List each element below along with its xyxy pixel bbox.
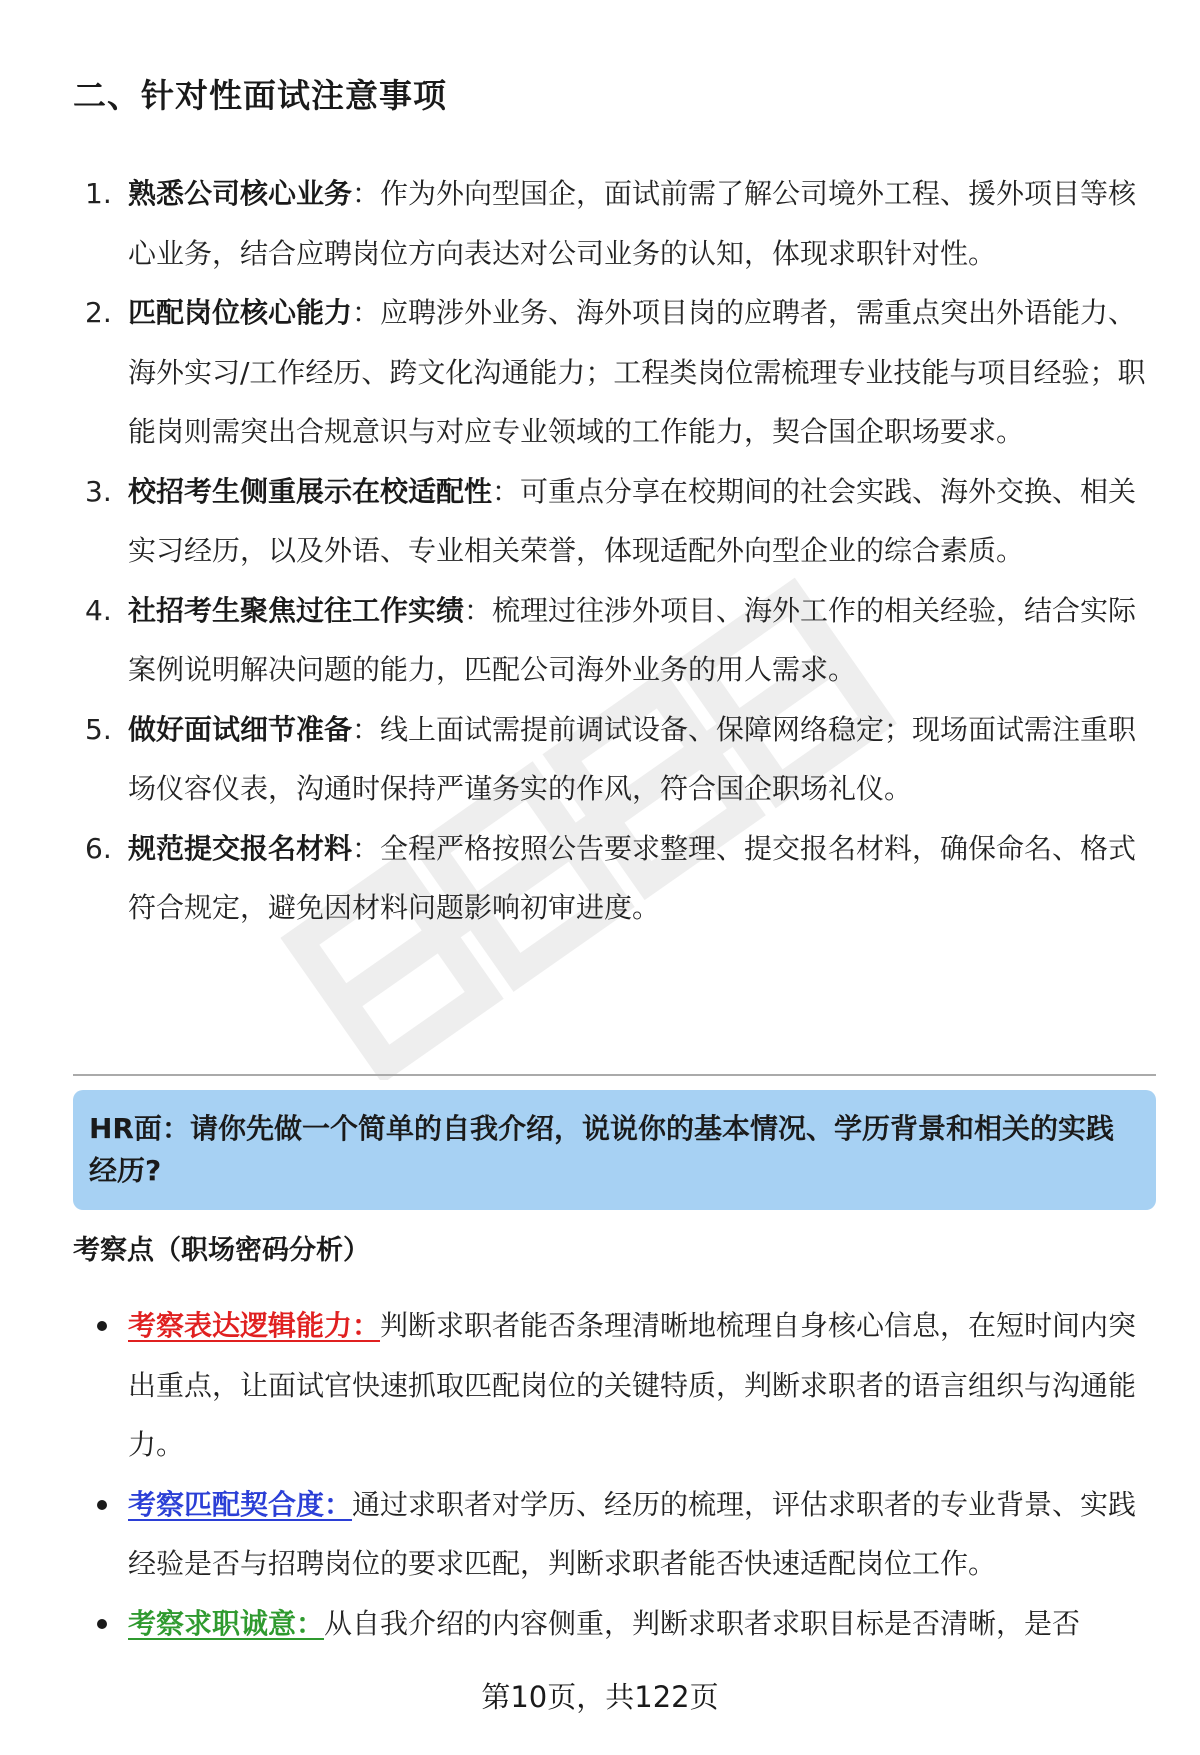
section-title: 二、针对性面试注意事项 — [73, 76, 447, 115]
bullet-item — [73, 1296, 1153, 1475]
list-item-number: 6. — [85, 831, 112, 865]
list-item — [73, 283, 1153, 462]
list-item-text: 作为外向型国企，面试前需了解公司境外工程、援外项目等核心业务，结合应聘岗位方向表达对公司业务的认知，体现求职针对性。 — [128, 177, 1137, 270]
list-item-separator: ： — [464, 593, 493, 627]
list-item-text: 线上面试需提前调试设备、保障网络稳定；现场面试需注重职场仪容仪表，沟通时保持严谨务实的作风，符合国企职场礼仪。 — [128, 712, 1137, 805]
list-item — [73, 164, 1153, 283]
bullet-heading: 考察匹配契合度： — [128, 1487, 353, 1521]
bullet-item — [73, 1475, 1153, 1594]
subhead: 考察点（职场密码分析） — [73, 1235, 370, 1266]
list-item-number: 3. — [85, 474, 112, 508]
bullet-text: 从自我介绍的内容侧重，判断求职者求职目标是否清晰，是否 — [324, 1606, 1081, 1640]
question-text: HR面：请你先做一个简单的自我介绍，说说你的基本情况、学历背景和相关的实践经历? — [89, 1112, 1114, 1187]
divider — [73, 1074, 1156, 1076]
question-box — [73, 1090, 1156, 1210]
list-item-heading: 社招考生聚焦过往工作实绩 — [128, 593, 465, 627]
list-item-heading: 做好面试细节准备 — [128, 712, 353, 746]
list-item — [73, 819, 1153, 938]
numbered-list — [73, 164, 1153, 938]
bullet-text: 通过求职者对学历、经历的梳理，评估求职者的专业背景、实践经验是否与招聘岗位的要求匹配，判断求职者能否快速适配岗位工作。 — [128, 1487, 1137, 1580]
bullet-list — [73, 1296, 1153, 1653]
bullet-dot-icon — [97, 1619, 107, 1629]
list-item-separator: ： — [352, 831, 381, 865]
list-item-number: 1. — [85, 177, 112, 210]
list-item-text: 应聘涉外业务、海外项目岗的应聘者，需重点突出外语能力、海外实习/工作经历、跨文化沟通能力；工程类岗位需梳理专业技能与项目经验；职能岗则需突出合规意识与对应专业领域的工作能力，契合国企职场要求。 — [128, 296, 1146, 448]
bullet-heading: 考察求职诚意： — [128, 1606, 325, 1640]
list-item-number: 5. — [85, 712, 112, 746]
list-item-separator: ： — [352, 712, 381, 746]
list-item-number: 4. — [85, 593, 112, 627]
page-footer: 第10页，共122页 — [481, 1680, 719, 1714]
list-item-text: 全程严格按照公告要求整理、提交报名材料，确保命名、格式符合规定，避免因材料问题影响初审进度。 — [128, 831, 1137, 924]
list-item-heading: 熟悉公司核心业务 — [128, 177, 353, 210]
list-item — [73, 581, 1153, 700]
bullet-dot-icon — [97, 1321, 107, 1331]
list-item-text: 可重点分享在校期间的社会实践、海外交换、相关实习经历，以及外语、专业相关荣誉，体现适配外向型企业的综合素质。 — [128, 474, 1137, 567]
bullet-item — [73, 1594, 1153, 1654]
list-item-separator: ： — [492, 474, 521, 508]
list-item-heading: 匹配岗位核心能力 — [128, 296, 353, 329]
list-item-heading: 规范提交报名材料 — [128, 831, 353, 865]
bullet-text: 判断求职者能否条理清晰地梳理自身核心信息，在短时间内突出重点，让面试官快速抓取匹配岗位的关键特质，判断求职者的语言组织与沟通能力。 — [128, 1309, 1137, 1461]
list-item-text: 梳理过往涉外项目、海外工作的相关经验，结合实际案例说明解决问题的能力，匹配公司海外业务的用人需求。 — [128, 593, 1137, 686]
list-item — [73, 700, 1153, 819]
list-item-number: 2. — [85, 296, 112, 329]
list-item-separator: ： — [352, 296, 381, 329]
bullet-heading: 考察表达逻辑能力： — [128, 1309, 381, 1342]
bullet-dot-icon — [97, 1500, 107, 1510]
list-item-separator: ： — [352, 177, 381, 210]
list-item-heading: 校招考生侧重展示在校适配性 — [128, 474, 493, 508]
list-item — [73, 462, 1153, 581]
